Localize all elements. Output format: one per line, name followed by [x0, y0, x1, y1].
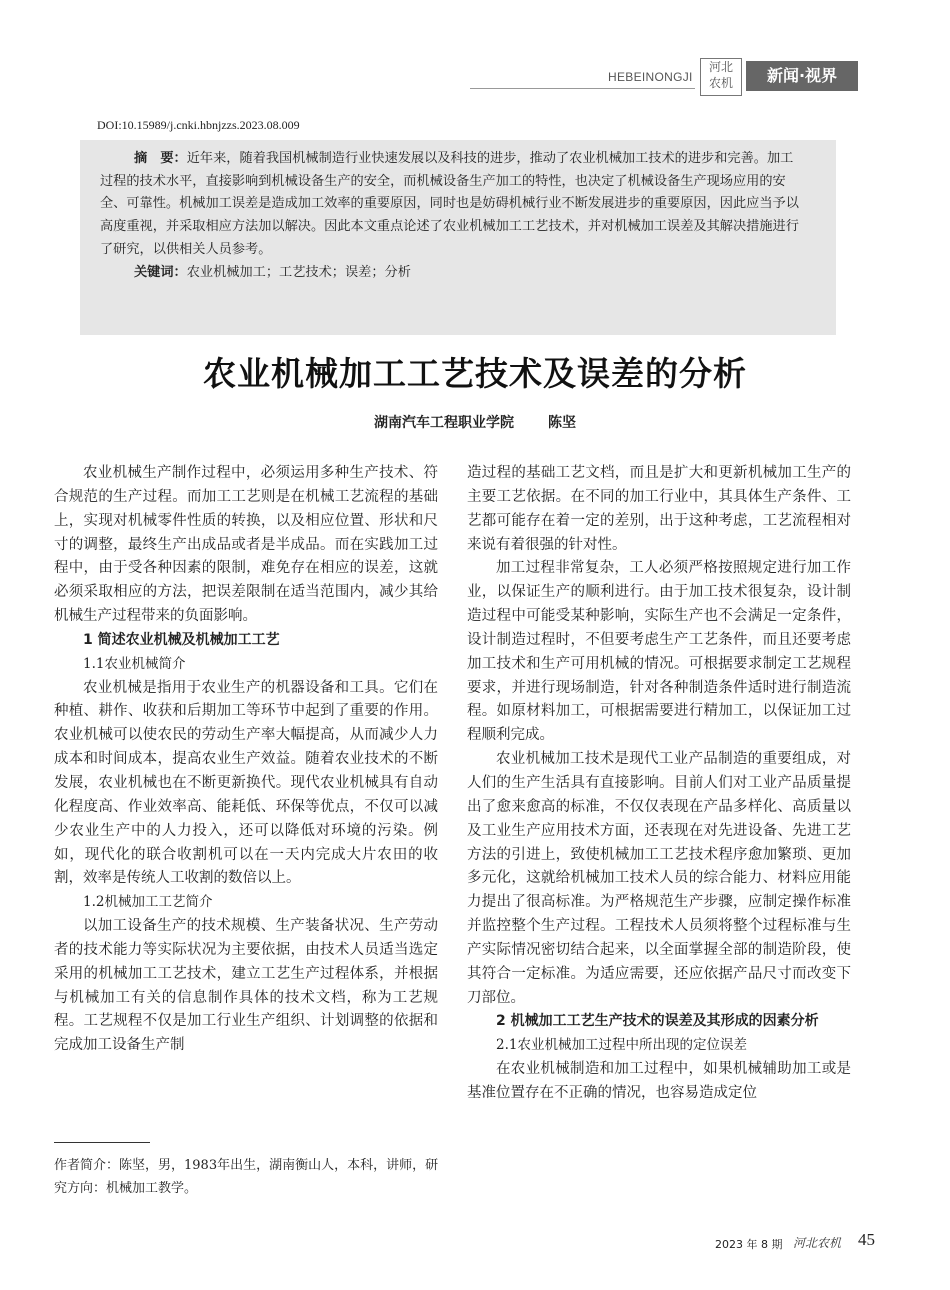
abstract-label: 摘 要：	[134, 151, 187, 166]
byline	[0, 412, 950, 432]
right-column	[467, 462, 851, 1106]
author-footnote: 作者简介：陈坚，男，1983年出生，湖南衡山人，本科，讲师，研究方向：机械加工教学。	[54, 1158, 439, 1196]
section-heading-1: 1 简述农业机械及机械加工工艺	[83, 631, 280, 648]
keywords-text: 农业机械加工；工艺技术；误差；分析	[186, 264, 411, 280]
right-paragraph-4: 在农业机械制造和加工过程中，如果机械辅助加工或是基准位置存在不正确的情况，也容易造成定位	[467, 1061, 851, 1101]
subsection-heading-1-2: 1.2机械加工工艺简介	[83, 894, 213, 911]
abstract-paragraph	[100, 148, 806, 262]
subsection-heading-2-1: 2.1农业机械加工过程中所出现的定位误差	[496, 1037, 747, 1054]
left-paragraph-1: 农业机械生产制作过程中，必须运用多种生产技术、符合规范的生产过程。而加工工艺则是在机械工艺流程的基础上，实现对机械零件性质的转换，以及相应位置、形状和尺寸的调整，最终生产出成品或者是半成品。而在实践加工过程中，由于受各种因素的限制，难免存在相应的误差，这就必须采取相应的方法，把误差限制在适当范围内，减少其给机械生产过程带来的负面影响。	[54, 465, 438, 625]
footer-issue: 2023 年 8 期	[715, 1238, 783, 1251]
right-paragraph-3: 农业机械加工技术是现代工业产品制造的重要组成，对人们的生产生活具有直接影响。目前人们对工业产品质量提出了愈来愈高的标准，不仅仅表现在产品多样化、高质量以及工业生产应用技术方面，还表现在对先进设备、先进工艺方法的引进上，致使机械加工工艺技术程序愈加繁琐、更加多元化，这就给机械加工技术人员的综合能力、材料应用能力提出了很高标准。为严格规范生产步骤，应制定操作标准并监控整个生产过程。工程技术人员须将整个过程标准与生产实际情况密切结合起来，以全面掌握全部的制造阶段，使其符合一定标准。为适应需要，还应依据产品尺寸而改变下刀部位。	[467, 751, 851, 1006]
left-paragraph-2: 农业机械是指用于农业生产的机器设备和工具。它们在种植、耕作、收获和后期加工等环节中起到了重要的作用。农业机械可以使农民的劳动生产率大幅提高，从而减少人力成本和时间成本，提高农业生产效益。随着农业技术的不断发展，农业机械也在不断更新换代。现代农业机械具有自动化程度高、作业效率高、能耗低、环保等优点，不仅可以减少农业生产中的人力投入，还可以降低对环境的污染。例如，现代化的联合收割机可以在一天内完成大片农田的收割，效率是传统人工收割的数倍以上。	[54, 679, 438, 887]
header-divider	[470, 88, 695, 89]
keywords-label: 关键词：	[134, 264, 187, 280]
right-paragraph-2: 加工过程非常复杂，工人必须严格按照规定进行加工作业，以保证生产的顺利进行。由于加工技术很复杂，设计制造过程中可能受某种影响，实际生产也不会满足一定条件，设计制造过程时，不但要考虑生产工艺条件，而且还要考虑加工技术和生产可用机械的情况。可根据要求制定工艺规程要求，并进行现场制造，针对各种制造条件适时进行制造流程。如原材料加工，可根据需要进行精加工，以保证加工过程顺利完成。	[467, 560, 851, 744]
abstract-text: 近年来，随着我国机械制造行业快速发展以及科技的进步，推动了农业机械加工技术的进步和完善。加工过程的技术水平，直接影响到机械设备生产的安全，而机械设备生产加工的特性，也决定了机械设备生产现场应用的安全、可靠性。机械加工误差是造成加工效率的重要原因，同时也是妨碍机械行业不断发展进步的重要原因，因此应当予以高度重视，并采取相应方法加以解决。因此本文重点论述了农业机械加工工艺技术，并对机械加工误差及其解决措施进行了研究，以供相关人员参考。	[100, 151, 799, 257]
section-tag: 新闻·视界	[746, 61, 858, 91]
section-heading-2: 2 机械加工工艺生产技术的误差及其形成的因素分析	[496, 1013, 819, 1030]
right-paragraph-1: 造过程的基础工艺文档，而且是扩大和更新机械加工生产的主要工艺依据。在不同的加工行业中，其具体生产条件、工艺都可能存在着一定的差别，出于这种考虑，工艺流程相对来说有着很强的针对性。	[467, 465, 851, 553]
footnote-rule	[54, 1142, 150, 1143]
affiliation: 湖南汽车工程职业学院	[374, 415, 514, 431]
left-column	[54, 462, 438, 1058]
footer-journal-name: 河北农机	[793, 1236, 842, 1250]
article-title: 农业机械加工工艺技术及误差的分析	[203, 354, 747, 393]
page-number: 45	[858, 1230, 875, 1249]
journal-logo-bottom: 农机	[708, 76, 733, 90]
left-paragraph-3: 以加工设备生产的技术规模、生产装备状况、生产劳动者的技术能力等实际状况为主要依据，由技术人员适当选定采用的机械加工工艺技术，建立工艺生产过程体系，并根据与机械加工有关的信息制作具体的技术文档，称为工艺规程。工艺规程不仅是加工行业生产组织、计划调整的依据和完成加工设备生产制	[54, 918, 438, 1054]
abstract-box	[80, 140, 836, 335]
subsection-heading-1-1: 1.1农业机械简介	[83, 655, 186, 672]
author: 陈坚	[548, 415, 576, 431]
journal-latin-name: HEBEINONGJI	[608, 70, 693, 84]
keywords-line	[100, 262, 806, 285]
journal-logo-top: 河北	[708, 60, 733, 74]
doi: DOI:10.15989/j.cnki.hbnjzzs.2023.08.009	[97, 118, 300, 132]
journal-logo	[700, 58, 742, 96]
